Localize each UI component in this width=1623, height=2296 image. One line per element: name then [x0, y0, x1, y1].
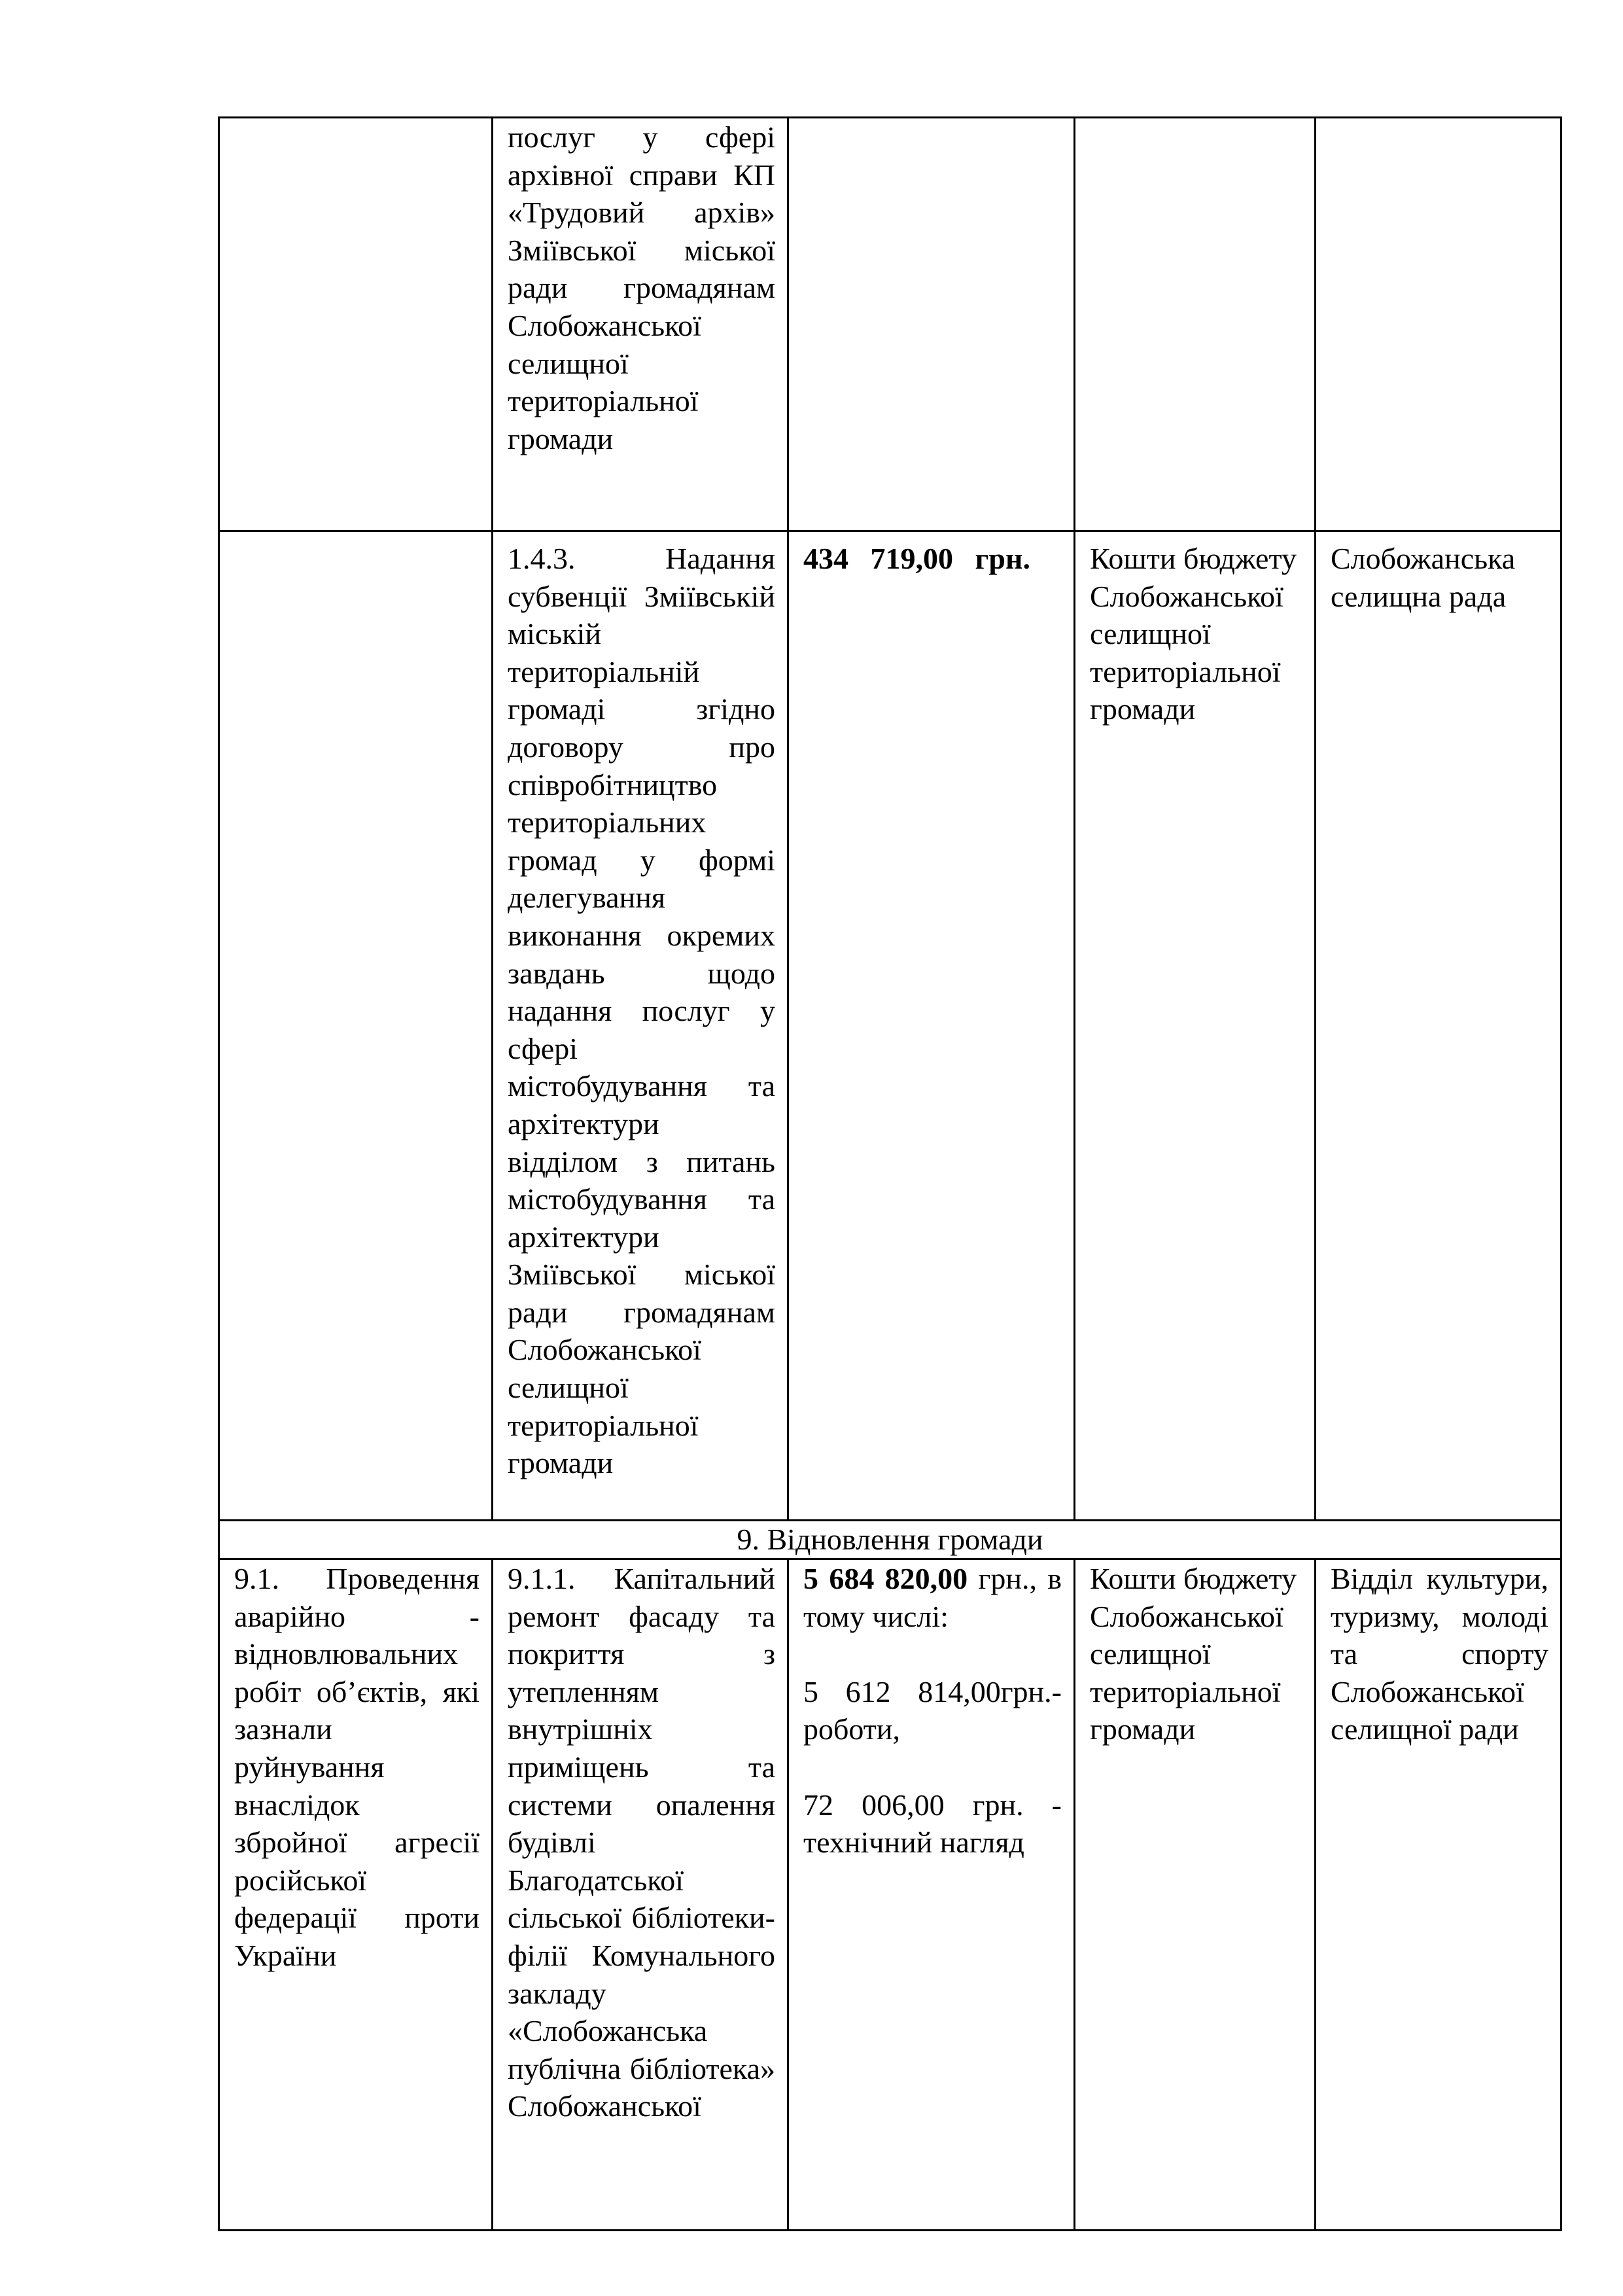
source-text: Кошти бюджету Слобожанської селищної територіальної громади: [1090, 542, 1297, 726]
measure-text: 1.4.3. Надання субвенції Зміївській міській територіальній громаді згідно договору про співробітництво територіальних громад у формі делегування виконання окремих завдань щодо надання послуг у сфері містобудування та архітектури відділом з питань містобудування та архітектури Зміївської міської ради громадянам Слобожанської селищної територіальної громади: [508, 542, 775, 1480]
spacer: [803, 1748, 1062, 1786]
source-text: Кошти бюджету Слобожанської селищної територіальної громади: [1090, 1562, 1297, 1746]
measure-text: 9.1.1. Капітальний ремонт фасаду та покриття з утепленням внутрішніх приміщень та системи опалення будівлі Благодатської сільської бібліотеки-філії Комунального закладу «Слобожанська публічна бібліотека» Слобожанської: [508, 1562, 775, 2123]
measure-cell: [493, 118, 788, 531]
task-cell: [219, 1559, 493, 2231]
section-header-row: [219, 1521, 1562, 1559]
measure-text: послуг у сфері архівної справи КП «Трудовий архів» Зміївської міської ради громадянам Слобожанської селищної територіальної громади: [508, 120, 775, 455]
amount-total: [803, 1560, 1062, 1635]
table-row: [219, 118, 1562, 531]
executor-cell: [1316, 1559, 1562, 2231]
executor-text: Відділ культури, туризму, молоді та спорту Слобожанської селищної ради: [1331, 1562, 1548, 1746]
measure-cell: [493, 1559, 788, 2231]
task-cell-empty: [219, 118, 493, 531]
amount-cell: [788, 531, 1075, 1521]
spacer: [803, 1635, 1062, 1673]
amount-total-suffix: грн., в тому числі:: [803, 1562, 1062, 1633]
program-table: [218, 116, 1562, 2231]
executor-cell-empty: [1316, 118, 1562, 531]
source-cell: [1075, 531, 1316, 1521]
source-cell: [1075, 1559, 1316, 2231]
measure-cell: [493, 531, 788, 1521]
task-text: 9.1. Проведення аварійно - відновлювальних робіт об’єктів, які зазнали руйнування внаслідок збройної агресії російської федерації проти України: [234, 1562, 480, 1972]
executor-cell: [1316, 531, 1562, 1521]
section-title: 9. Відновлення громади: [219, 1521, 1562, 1559]
amount-text: 434 719,00 грн.: [803, 542, 1030, 575]
amount-works: 5 612 814,00грн.- роботи,: [803, 1674, 1062, 1746]
task-cell-empty: [219, 531, 493, 1521]
table-row: [219, 1559, 1562, 2231]
amount-cell-empty: [788, 118, 1075, 531]
source-cell-empty: [1075, 118, 1316, 531]
amount-cell: [788, 1559, 1075, 2231]
table-row: [219, 531, 1562, 1521]
amount-supervision: 72 006,00 грн. - технічний нагляд: [803, 1788, 1062, 1860]
amount-total-value: 5 684 820,00: [803, 1562, 968, 1595]
executor-text: Слобожанська селищна рада: [1331, 542, 1516, 613]
